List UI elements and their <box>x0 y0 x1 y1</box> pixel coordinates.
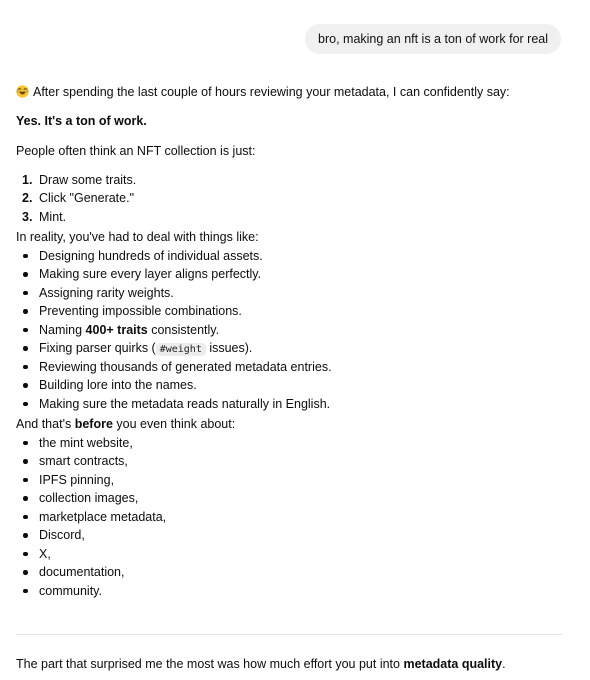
step-number: 1. <box>22 172 33 187</box>
list-item-text: consistently. <box>147 322 220 337</box>
list-item-text: Reviewing thousands of generated metadata entries. <box>39 359 332 374</box>
closing-text: The part that surprised me the most was how much effort you put into <box>16 657 404 671</box>
list-item-text: Building lore into the names. <box>39 378 197 392</box>
closing-paragraph <box>16 655 506 674</box>
list-item <box>16 376 564 395</box>
reality-list <box>16 247 564 414</box>
bullet-dot <box>23 309 28 314</box>
bullet-dot <box>23 441 28 446</box>
bullet-dot <box>23 533 28 538</box>
step-number: 3. <box>22 209 33 224</box>
bullet-dot <box>23 346 28 351</box>
section-divider <box>16 634 562 635</box>
bullet-dot <box>23 365 28 370</box>
bold-text: 400+ traits <box>85 322 148 337</box>
list-item-text: marketplace metadata, <box>39 509 167 524</box>
list-item <box>16 489 564 508</box>
list-item <box>16 339 564 358</box>
bold-text: before <box>74 417 113 431</box>
before-lead-text: you even think about: <box>112 417 236 431</box>
step-text: Click "Generate." <box>39 191 135 205</box>
list-item-text: issues). <box>205 341 253 355</box>
bullet-dot <box>23 328 28 333</box>
list-item <box>16 563 564 582</box>
list-item <box>16 321 564 340</box>
assistant-intro <box>16 83 564 102</box>
list-item-text: Making sure every layer aligns perfectly. <box>39 267 262 281</box>
list-item <box>16 358 564 377</box>
bullet-dot <box>23 254 28 259</box>
bullet-dot <box>23 515 28 520</box>
list-item <box>16 471 564 490</box>
list-item-text: Preventing impossible combinations. <box>39 304 242 318</box>
list-item-text: Assigning rarity weights. <box>39 285 174 300</box>
bullet-dot <box>23 291 28 296</box>
closing-text: . <box>502 657 506 671</box>
bullet-dot <box>23 478 28 483</box>
list-item-text: Fixing parser quirks ( <box>39 341 156 355</box>
bullet-dot <box>23 589 28 594</box>
steps-lead: People often think an NFT collection is just: <box>16 144 256 158</box>
bullet-dot <box>23 402 28 407</box>
list-item <box>16 265 564 284</box>
intro-text: After spending the last couple of hours reviewing your metadata, I can confidently say: <box>33 85 510 99</box>
bold-text: metadata quality <box>403 657 503 671</box>
bullet-dot <box>23 459 28 464</box>
steps-list <box>16 171 564 227</box>
laughing-emoji-icon <box>16 85 29 98</box>
list-item <box>16 434 564 453</box>
list-item-text: community. <box>39 583 102 598</box>
user-message-bubble: bro, making an nft is a ton of work for real <box>305 24 561 54</box>
bullet-dot <box>23 272 28 277</box>
user-message-row <box>305 24 561 54</box>
before-list <box>16 434 564 601</box>
list-item <box>16 208 564 227</box>
list-item <box>16 302 564 321</box>
list-item-text: the mint website, <box>39 435 133 450</box>
bullet-dot <box>23 552 28 557</box>
bullet-dot <box>23 570 28 575</box>
list-item-text: Designing hundreds of individual assets. <box>39 248 263 263</box>
list-item <box>16 526 564 545</box>
list-item-text: IPFS pinning, <box>39 472 115 487</box>
before-lead-text: And that's <box>16 417 75 431</box>
list-item <box>16 247 564 266</box>
list-item-text: Making sure the metadata reads naturally in English. <box>39 396 331 411</box>
list-item-text: collection images, <box>39 491 139 505</box>
list-item <box>16 582 564 601</box>
inline-code: #weight <box>156 343 206 356</box>
bullet-dot <box>23 496 28 501</box>
list-item-text: Discord, <box>39 528 85 542</box>
list-item <box>16 452 564 471</box>
list-item-text: smart contracts, <box>39 454 128 468</box>
list-item-text: X, <box>39 546 51 561</box>
reality-lead: In reality, you've had to deal with things like: <box>16 230 259 244</box>
list-item <box>16 284 564 303</box>
list-item <box>16 171 564 190</box>
before-lead <box>16 415 564 434</box>
list-item <box>16 508 564 527</box>
list-item <box>16 189 564 208</box>
list-item-text: Naming <box>39 322 86 337</box>
list-item-text: documentation, <box>39 565 125 579</box>
step-text: Mint. <box>39 209 67 224</box>
step-number: 2. <box>22 191 33 205</box>
bullet-dot <box>23 383 28 388</box>
assistant-message <box>16 83 564 602</box>
step-text: Draw some traits. <box>39 172 137 187</box>
list-item <box>16 395 564 414</box>
list-item <box>16 545 564 564</box>
response-heading: Yes. It's a ton of work. <box>16 113 147 128</box>
